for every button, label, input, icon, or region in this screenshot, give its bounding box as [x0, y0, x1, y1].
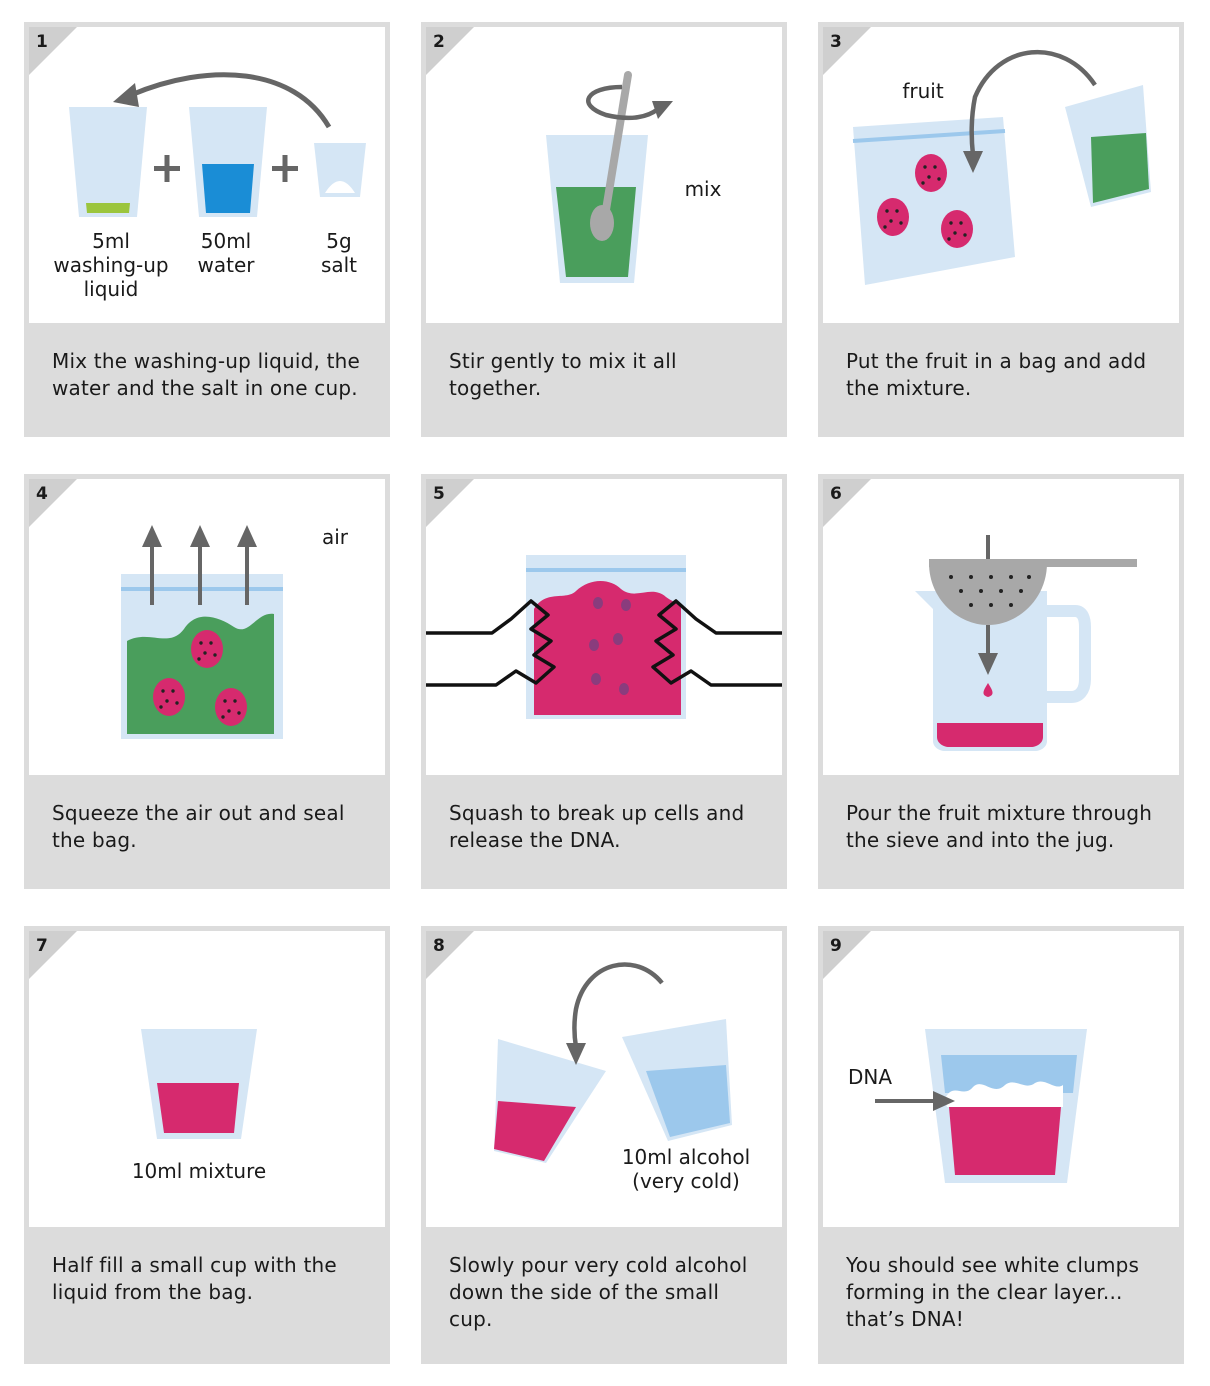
step-3-drawing: [823, 27, 1179, 323]
label-washing-up-liquid: 5ml washing-up liquid: [53, 229, 169, 301]
step-number: 6: [830, 484, 842, 504]
fruit-mixture: [157, 1083, 239, 1133]
step-caption: Half fill a small cup with the liquid from the bag.: [52, 1253, 337, 1304]
step-3-illustration: [823, 27, 1179, 323]
step-number: 4: [36, 484, 48, 504]
step-caption: Put the fruit in a bag and add the mixture.: [846, 349, 1147, 400]
fruit-mixture: [937, 723, 1043, 747]
step-caption: Stir gently to mix it all together.: [449, 349, 677, 400]
label-air: air: [321, 525, 349, 549]
strawberry-icon: [941, 210, 973, 248]
label-10ml-mixture: 10ml mixture: [131, 1159, 267, 1183]
step-4-illustration: [29, 479, 385, 775]
step-1-illustration: [29, 27, 385, 323]
arrow-head: [652, 101, 673, 119]
step-card-7: [24, 926, 390, 1364]
step-card-1: [24, 22, 390, 437]
step-number: 5: [433, 484, 445, 504]
washing-up-liquid: [86, 203, 130, 213]
step-card-8: [421, 926, 787, 1364]
step-number: 2: [433, 32, 445, 52]
label-fruit: fruit: [902, 79, 944, 103]
step-card-4: [24, 474, 390, 889]
step-2-drawing: [426, 27, 782, 323]
label-mix: mix: [684, 177, 722, 201]
step-number: 8: [433, 936, 445, 956]
step-number: 3: [830, 32, 842, 52]
step-9-illustration: [823, 931, 1179, 1227]
strawberry-icon: [877, 198, 909, 236]
fruit-bag: [853, 117, 1015, 285]
step-card-3: [818, 22, 1184, 437]
squashed-fruit: [534, 581, 681, 715]
step-caption: Pour the fruit mixture through the sieve and into the jug.: [846, 801, 1153, 852]
strawberry-icon: [915, 154, 947, 192]
step-caption: Mix the washing-up liquid, the water and the salt in one cup.: [52, 349, 361, 400]
step-card-5: [421, 474, 787, 889]
step-7-illustration: [29, 931, 385, 1227]
step-6-drawing: [823, 479, 1179, 775]
water-fill: [202, 164, 254, 213]
plus-icon: [272, 155, 298, 182]
spoon-bowl: [590, 205, 614, 241]
jug-handle: [1047, 611, 1085, 697]
step-caption: Slowly pour very cold alcohol down the side of the small cup.: [449, 1253, 748, 1331]
washing-up-liquid-cup: [69, 107, 147, 217]
step-number: 7: [36, 936, 48, 956]
step-2-illustration: [426, 27, 782, 323]
step-caption: You should see white clumps forming in the clear layer... that’s DNA!: [846, 1253, 1140, 1331]
step-card-6: [818, 474, 1184, 889]
step-card-9: [818, 926, 1184, 1364]
strawberry-icon: [153, 678, 185, 716]
step-5-illustration: [426, 479, 782, 775]
plus-icon: [154, 155, 180, 182]
label-10ml-alcohol: 10ml alcohol (very cold): [621, 1145, 751, 1193]
arrow-head: [113, 83, 139, 107]
fruit-mixture: [949, 1107, 1061, 1175]
step-6-illustration: [823, 479, 1179, 775]
step-caption: Squash to break up cells and release the DNA.: [449, 801, 745, 852]
label-dna: DNA: [847, 1065, 893, 1089]
label-salt: 5g salt: [320, 229, 358, 277]
step-card-2: [421, 22, 787, 437]
step-caption: Squeeze the air out and seal the bag.: [52, 801, 345, 852]
strawberry-icon: [191, 630, 223, 668]
step-number: 9: [830, 936, 842, 956]
step-5-drawing: [426, 479, 782, 775]
label-water: 50ml water: [197, 229, 255, 277]
step-number: 1: [36, 32, 48, 52]
step-4-drawing: [29, 479, 385, 775]
strawberry-icon: [215, 688, 247, 726]
step-8-illustration: [426, 931, 782, 1227]
